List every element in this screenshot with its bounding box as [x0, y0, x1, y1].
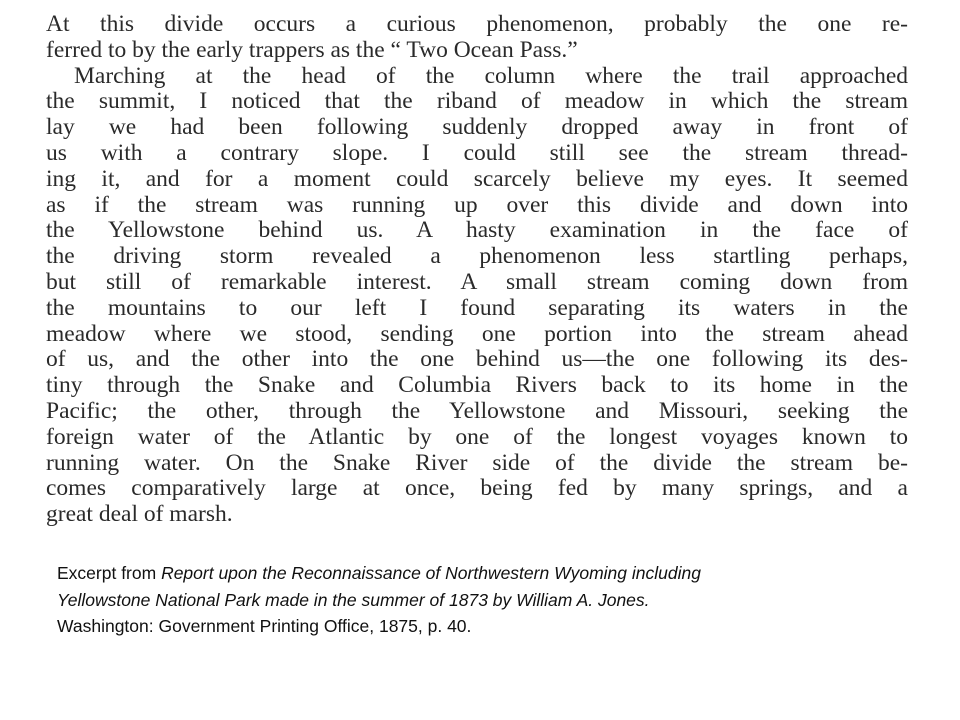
excerpt-line: tiny through the Snake and Columbia Rivers back to its home in the [46, 373, 908, 399]
excerpt-line: At this divide occurs a curious phenomenon, probably the one re- [46, 12, 908, 37]
excerpt-line: but still of remarkable interest. A small stream coming down from [46, 269, 908, 295]
excerpt-line: us with a contrary slope. I could still see the stream thread- [46, 140, 908, 166]
excerpt-line: the driving storm revealed a phenomenon less startling perhaps, [46, 244, 908, 270]
excerpt-line: ferred to by the early trappers as the “ Two Ocean Pass.” [46, 37, 578, 63]
excerpt-line: Marching at the head of the column where the trail approached [74, 63, 908, 89]
excerpt-line: comes comparatively large at once, being fed by many springs, and a [46, 476, 908, 502]
excerpt-line: meadow where we stood, sending one portion into the stream ahead [46, 321, 908, 347]
source-caption [57, 560, 917, 640]
excerpt-line: lay we had been following suddenly dropped away in front of [46, 115, 908, 141]
excerpt-line: the summit, I noticed that the riband of meadow in which the stream [46, 89, 908, 115]
caption-line-1 [57, 560, 917, 587]
excerpt-line: Pacific; the other, through the Yellowstone and Missouri, seeking the [46, 398, 908, 424]
excerpt-line: foreign water of the Atlantic by one of the longest voyages known to [46, 424, 908, 450]
excerpt-line: running water. On the Snake River side of the divide the stream be- [46, 450, 908, 476]
caption-line-2 [57, 587, 917, 614]
caption-report-title-part1: Report upon the Reconnaissance of Northwestern Wyoming including [161, 563, 701, 583]
excerpt-line: the Yellowstone behind us. A hasty examination in the face of [46, 218, 908, 244]
caption-publisher-line: Washington: Government Printing Office, 1875, p. 40. [57, 616, 472, 636]
scanned-text-excerpt [46, 12, 908, 528]
excerpt-line: great deal of marsh. [46, 502, 233, 528]
excerpt-line: the mountains to our left I found separating its waters in the [46, 295, 908, 321]
excerpt-line: as if the stream was running up over this divide and down into [46, 192, 908, 218]
caption-report-title-part2: Yellowstone National Park made in the summer of 1873 by William A. Jones. [57, 589, 650, 610]
excerpt-line: ing it, and for a moment could scarcely believe my eyes. It seemed [46, 166, 908, 192]
excerpt-line: of us, and the other into the one behind us—the one following its des- [46, 347, 908, 373]
caption-prefix: Excerpt from [57, 563, 162, 583]
